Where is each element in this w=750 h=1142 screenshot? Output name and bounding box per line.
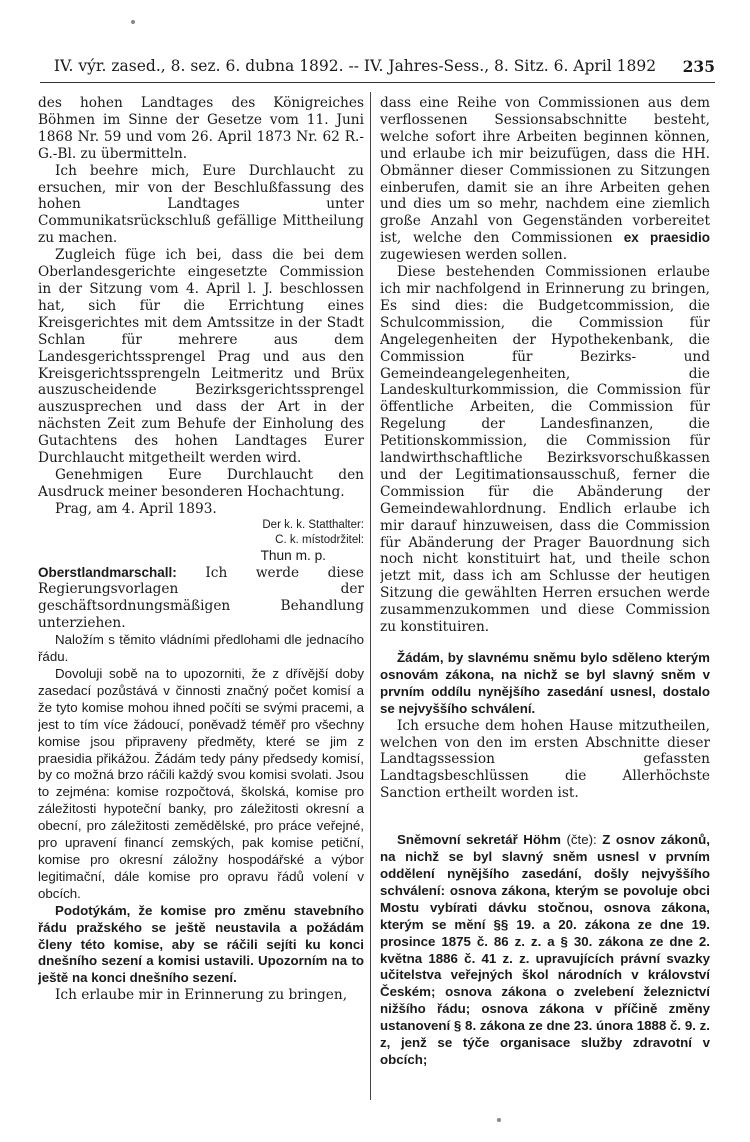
paragraph: Zugleich füge ich bei, dass die bei dem Oberlandesgerichte eingesetzte Commission in der Sitzung vom 4. April l. J. beschlossen hat, sich für die Errichtung eines Kreisgerichtes mit dem Amtssitze in der Stadt Schlan für mehrere aus dem Landesgerichtssprengel Prag und aus den Kreisgerichtssprengeln Leitmeritz und Brüx auszuscheidende Bezirksgerichtssprengel auszusprechen und dass der Art in der nächsten Zeit zum Behufe der Einholung des Gutachtens des hohen Landtages Eurer Durchlaucht mitgetheilt werden wird. bbox=[38, 247, 364, 467]
paragraph: Dovoluji sobě na to upozorniti, že z dřívější doby zasedací pozůstává v činnosti značný počet komisí a že tyto komise mohou ihned počíti se svými pracemi, a jest to tím více žádoucí, poněvadž téměř pro všechny komise jsou připraveny předměty, které se jim z praesidia přikážou. Žádám tedy pány předsedy komisí, by co možná brzo ráčili každý svou komisi svolati. Jsou to zejména: komise rozpočtová, školská, komise pro záležitosti hypoteční banky, pro záležitosti okresní a obecní, pro záležitosti zemědělské, pro práce veřejné, pro upravení financí zemských, pak komise petiční, komise pro okresní záložny hospodářské a výbor legitimační, dále komise pro opravu řádů volení v obcích. bbox=[38, 666, 364, 901]
paragraph: Ich erlaube mir in Erinnerung zu bringen, bbox=[55, 987, 348, 1004]
paragraph: Ich beehre mich, Eure Durchlaucht zu ersuchen, mir von der Beschlußfassung des hohen Landtages unter Communikatsrückschluß gefällige Mittheilung zu machen. bbox=[38, 162, 364, 247]
text-run-bold: ex praesidio bbox=[612, 230, 710, 246]
paragraph bbox=[380, 95, 710, 264]
speaker-name: Oberstlandmarschall: bbox=[38, 564, 177, 580]
text-run: dass eine Reihe von Commissionen aus dem verflossenen Sessionsabschnitte besteht, welche sofort ihre Arbeiten beginnen können, und erlaube ich mir beizufügen, dass die HH. Obmänner dieser Commissionen zu Sitzungen einberufen, damit sie an ihre Arbeiten gehen und dies um so mehr, nachdem eine ziemlich große Anzahl von Gegenständen vorbereitet ist, welche den Commissionen bbox=[380, 95, 710, 247]
speaker-text: Ich werde diese Regierungsvorlagen der geschäftsordnungsmäßigen Behandlung unterziehen. bbox=[38, 564, 364, 632]
left-column bbox=[38, 95, 364, 1100]
paragraph: Naložím s těmito vládními předlohami dle jednacího řádu. bbox=[38, 632, 364, 665]
paragraph: Genehmigen Eure Durchlaucht den Ausdruck meiner besonderen Hochachtung. bbox=[38, 466, 364, 500]
page-header bbox=[40, 55, 715, 83]
spacer bbox=[380, 802, 710, 832]
text-run: zugewiesen werden sollen. bbox=[380, 247, 568, 264]
speaker-paragraph bbox=[38, 565, 364, 633]
paragraph: des hohen Landtages des Königreiches Böhmen im Sinne der Gesetze vom 11. Juni 1868 Nr. 59 und vom 26. April 1873 Nr. 62 R.-G.-Bl. zu übermitteln. bbox=[38, 95, 364, 162]
right-column bbox=[380, 95, 710, 1100]
speaker-name: Sněmovní sekretář Höhm bbox=[397, 832, 561, 848]
speaker-text: Z osnov zákonů, na nichž se byl slavný sněm usnesl v prvním oddělení nynějšího zasedání, došly nejvyššího schválení: osnova zákona, kterým se povoluje obci Mostu vybírati dávku stočnou, osnova zákona, kterým se mění §§ 19. a 20. zákona ze dne 19. prosince 1875 č. 86 z. z. a § 30. zákona ze dne 2. května 1886 č. 41 z. z. upravujících právní svazky učitelstva veřejných škol národních v království Českém; osnova zákona o zvelebení železnictví nižšího řádu; osnova zákona v příčině změny ustanovení § 8. zákona ze dne 23. února 1888 č. 9. z. z, jenž se týče organisace služby zdravotní v obcích; bbox=[380, 832, 710, 1067]
signature-title-de: Der k. k. Statthalter: bbox=[262, 518, 364, 531]
speck bbox=[497, 1118, 501, 1122]
signature-name: Thun m. p. bbox=[260, 547, 326, 563]
speaker-paragraph bbox=[380, 832, 710, 1069]
speaker-paren: (čte): bbox=[560, 832, 603, 848]
header-rule bbox=[40, 82, 715, 83]
paragraph-bold: Podotýkám, že komise pro změnu stavebního řádu pražského se ještě neustavila a požádám členy této komise, aby se ráčili sejíti ku konci dnešního sezení a komisi ustavili. Upozorním na to ještě na konci dnešního sezení. bbox=[38, 902, 364, 986]
paragraph-date: Prag, am 4. April 1893. bbox=[55, 500, 217, 517]
paragraph: Ich ersuche dem hohen Hause mitzutheilen, welchen von den im ersten Abschnitte dieser Landtagssession gefassten Landtagsbeschlüssen die Allerhöchste Sanction ertheilt worden ist. bbox=[380, 717, 710, 802]
column-divider bbox=[370, 92, 371, 1100]
signature-title-cs: C. k. místodržitel: bbox=[275, 533, 364, 546]
spacer bbox=[380, 636, 710, 650]
page-number: 235 bbox=[682, 57, 715, 76]
paragraph-bold: Žádám, by slavnému sněmu bylo sděleno kterým osnovám zákona, na nichž se byl slavný sněm v prvním oddílu nynějšího zasedání usnesl, dostalo se nejvyššího schválení. bbox=[380, 650, 710, 716]
speck bbox=[131, 20, 135, 24]
running-header: IV. výr. zased., 8. sez. 6. dubna 1892. -- IV. Jahres-Sess., 8. Sitz. 6. April 1892 bbox=[53, 57, 657, 75]
paragraph: Diese bestehenden Commissionen erlaube ich mir nachfolgend in Erinnerung zu bringen, Es sind dies: die Budgetcommission, die Schulcommission, die Commission für Angelegenheiten der Hypothekenbank, die Commission für Bezirks- und Gemeindeangelegenheiten, die Landeskulturkommission, die Commission für öffentliche Arbeiten, die Commission für Regelung der Landesfinanzen, die Petitionskommission, die Commission für landwirthschaftliche Bezirksvorschußkassen und der Legitimationsausschuß, ferner die Commission für die Abänderung der Gemeindewahlordnung. Endlich erlaube ich mir darauf hinzuweisen, dass die Commission für Abänderung der Prager Bauordnung sich noch nicht konstituirt hat, und theile schon jetzt mit, dass ich am Schlusse der heutigen Sitzung die gewählten Herren ersuchen werde zusammenzukommen und diese Commission zu konstituiren. bbox=[380, 264, 710, 636]
